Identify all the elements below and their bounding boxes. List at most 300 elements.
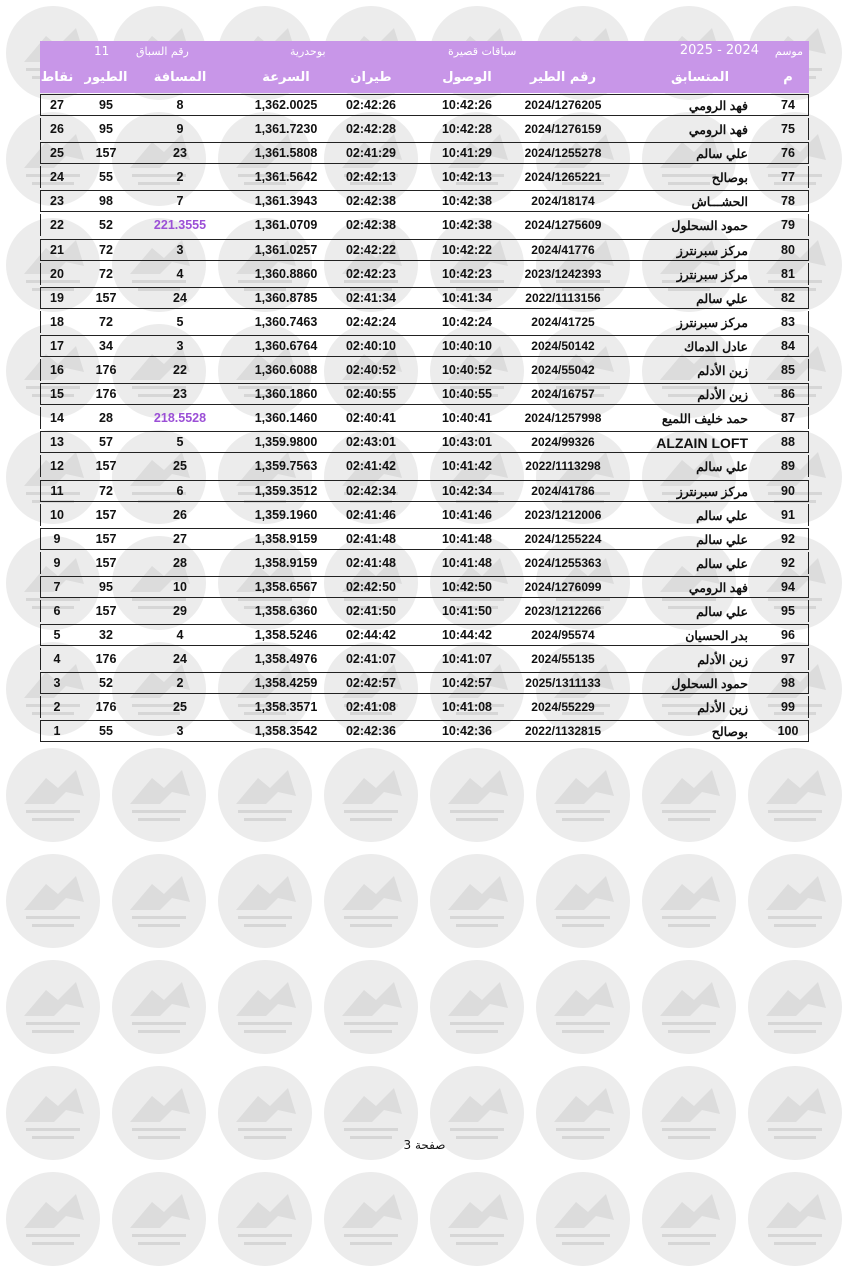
points-cell: 18 — [50, 314, 64, 329]
distance-cell: 221.3555 — [153, 218, 207, 233]
speed-cell: 1,361.5808 — [254, 146, 318, 161]
table-row — [40, 286, 809, 310]
race-type: سباقات قصيرة — [448, 45, 517, 58]
competitor-cell: علي سالم — [696, 556, 748, 571]
points-cell: 2 — [53, 700, 61, 715]
flight-time-cell: 02:42:36 — [345, 724, 397, 739]
flight-time-cell: 02:41:29 — [345, 146, 397, 161]
rank-cell: 90 — [781, 483, 795, 498]
distance-cell: 8 — [176, 98, 184, 112]
table-row — [40, 406, 809, 430]
watermark-tile — [530, 742, 636, 848]
table-row — [40, 213, 809, 237]
arrival-time-cell: 10:41:34 — [441, 290, 493, 305]
falcon-logo-icon — [536, 748, 630, 842]
distance-cell: 25 — [173, 459, 187, 474]
arrival-time-cell: 10:40:10 — [441, 338, 493, 353]
rank-cell: 80 — [781, 242, 795, 257]
points-cell: 25 — [50, 146, 64, 161]
falcon-logo-icon — [536, 854, 630, 948]
speed-cell: 1,359.3512 — [254, 483, 318, 498]
speed-cell: 1,359.9800 — [254, 435, 318, 450]
falcon-logo-icon — [112, 748, 206, 842]
falcon-logo-icon — [218, 1172, 312, 1266]
speed-cell: 1,358.6360 — [254, 603, 318, 618]
flight-time-cell: 02:42:50 — [345, 579, 397, 594]
table-row — [40, 334, 809, 358]
points-cell: 3 — [53, 676, 61, 691]
falcon-logo-icon — [536, 1172, 630, 1266]
col-speed: السرعة — [262, 70, 310, 85]
table-row — [40, 599, 809, 623]
points-cell: 7 — [53, 579, 61, 594]
competitor-cell: الحشـــاش — [691, 195, 748, 210]
arrival-time-cell: 10:41:46 — [441, 507, 493, 522]
rank-cell: 81 — [781, 266, 795, 281]
ring-number-cell: 2022/1132815 — [524, 724, 602, 739]
flight-time-cell: 02:41:08 — [345, 700, 397, 715]
race-number-label: رقم السباق — [136, 45, 189, 58]
arrival-time-cell: 10:41:42 — [441, 459, 493, 474]
falcon-logo-icon — [536, 960, 630, 1054]
competitor-cell: بوصالح — [711, 171, 748, 186]
falcon-logo-icon — [642, 854, 736, 948]
flight-time-cell: 02:41:48 — [345, 531, 397, 546]
rank-cell: 92 — [781, 531, 795, 546]
flight-time-cell: 02:41:48 — [345, 555, 397, 570]
arrival-time-cell: 10:42:38 — [441, 218, 493, 233]
birds-cell: 176 — [95, 652, 117, 667]
watermark-tile — [212, 1166, 318, 1272]
flight-time-cell: 02:41:46 — [345, 507, 397, 522]
falcon-logo-icon — [430, 748, 524, 842]
points-cell: 22 — [50, 218, 64, 233]
points-cell: 17 — [50, 338, 64, 353]
speed-cell: 1,360.1860 — [254, 387, 318, 402]
ring-number-cell: 2024/55135 — [531, 652, 595, 667]
competitor-cell: مركز سبرنترز — [676, 243, 748, 258]
birds-cell: 157 — [95, 459, 117, 474]
arrival-time-cell: 10:42:13 — [441, 170, 493, 185]
rank-cell: 84 — [781, 338, 795, 353]
table-row — [40, 358, 809, 382]
table-row — [40, 262, 809, 286]
competitor-cell: حمود السحلول — [671, 219, 748, 234]
speed-cell: 1,358.6567 — [254, 579, 318, 594]
flight-time-cell: 02:42:23 — [345, 266, 397, 281]
points-cell: 11 — [50, 483, 64, 498]
distance-cell: 4 — [176, 266, 184, 281]
col-arrival: الوصول — [442, 70, 492, 85]
arrival-time-cell: 10:42:24 — [441, 314, 493, 329]
flight-time-cell: 02:42:26 — [345, 98, 397, 112]
ring-number-cell: 2024/41786 — [531, 483, 595, 498]
falcon-logo-icon — [430, 960, 524, 1054]
speed-cell: 1,360.6088 — [254, 363, 318, 378]
flight-time-cell: 02:42:22 — [345, 242, 397, 257]
arrival-time-cell: 10:42:22 — [441, 242, 493, 257]
table-row — [40, 551, 809, 575]
ring-number-cell: 2023/1212006 — [524, 507, 602, 522]
rank-cell: 89 — [781, 459, 795, 474]
points-cell: 10 — [50, 507, 64, 522]
ring-number-cell: 2024/55229 — [531, 700, 595, 715]
competitor-cell: مركز سبرنترز — [676, 484, 748, 499]
birds-cell: 95 — [99, 98, 113, 112]
competitor-cell: بوصالح — [711, 725, 748, 740]
watermark-tile — [636, 848, 742, 954]
birds-cell: 176 — [95, 387, 117, 402]
speed-cell: 1,361.7230 — [254, 122, 318, 137]
table-body — [40, 93, 809, 744]
falcon-logo-icon — [324, 1172, 418, 1266]
table-row — [40, 93, 809, 117]
arrival-time-cell: 10:42:38 — [441, 194, 493, 209]
ring-number-cell: 2024/1255278 — [524, 146, 602, 161]
falcon-logo-icon — [6, 960, 100, 1054]
distance-cell: 23 — [173, 146, 187, 161]
arrival-time-cell: 10:41:50 — [441, 603, 493, 618]
header-band — [40, 41, 809, 93]
arrival-time-cell: 10:42:23 — [441, 266, 493, 281]
flight-time-cell: 02:40:10 — [345, 338, 397, 353]
rank-cell: 95 — [781, 603, 795, 618]
table-row — [40, 719, 809, 743]
points-cell: 24 — [50, 170, 64, 185]
speed-cell: 1,361.5642 — [254, 170, 318, 185]
arrival-time-cell: 10:42:34 — [441, 483, 493, 498]
birds-cell: 176 — [95, 363, 117, 378]
race-number: 11 — [94, 44, 110, 58]
table-row — [40, 310, 809, 334]
ring-number-cell: 2024/1276205 — [524, 98, 602, 112]
points-cell: 15 — [50, 387, 64, 402]
watermark-tile — [742, 954, 848, 1060]
arrival-time-cell: 10:42:57 — [441, 676, 493, 691]
birds-cell: 157 — [95, 603, 117, 618]
falcon-logo-icon — [218, 854, 312, 948]
ring-number-cell: 2024/50142 — [531, 338, 595, 353]
arrival-time-cell: 10:42:26 — [441, 98, 493, 112]
ring-number-cell: 2024/95574 — [531, 628, 595, 643]
distance-cell: 4 — [176, 628, 184, 643]
birds-cell: 157 — [95, 146, 117, 161]
race-location: بوحدرية — [290, 45, 326, 58]
watermark-tile — [742, 1166, 848, 1272]
falcon-logo-icon — [218, 748, 312, 842]
table-row — [40, 695, 809, 719]
table-row — [40, 189, 809, 213]
falcon-logo-icon — [6, 854, 100, 948]
watermark-tile — [106, 1166, 212, 1272]
flight-time-cell: 02:44:42 — [345, 628, 397, 643]
distance-cell: 23 — [173, 387, 187, 402]
col-num: م — [783, 70, 793, 85]
points-cell: 12 — [50, 459, 64, 474]
competitor-cell: علي سالم — [696, 147, 748, 162]
arrival-time-cell: 10:42:28 — [441, 122, 493, 137]
competitor-cell: عادل الدماك — [683, 339, 748, 354]
birds-cell: 52 — [99, 218, 113, 233]
watermark-tile — [742, 848, 848, 954]
distance-cell: 5 — [176, 435, 184, 450]
rank-cell: 82 — [781, 290, 795, 305]
flight-time-cell: 02:40:41 — [345, 411, 397, 426]
watermark-tile — [0, 742, 106, 848]
flight-time-cell: 02:42:28 — [345, 122, 397, 137]
birds-cell: 52 — [99, 676, 113, 691]
arrival-time-cell: 10:41:29 — [441, 146, 493, 161]
falcon-logo-icon — [748, 854, 842, 948]
watermark-tile — [212, 848, 318, 954]
col-points: نقاط — [40, 70, 74, 85]
header-info-row — [40, 41, 809, 63]
falcon-logo-icon — [112, 854, 206, 948]
watermark-tile — [106, 848, 212, 954]
birds-cell: 72 — [99, 483, 113, 498]
speed-cell: 1,360.7463 — [254, 314, 318, 329]
speed-cell: 1,358.4976 — [254, 652, 318, 667]
competitor-cell: علي سالم — [696, 604, 748, 619]
arrival-time-cell: 10:40:41 — [441, 411, 493, 426]
ring-number-cell: 2022/1113156 — [525, 290, 601, 305]
watermark-tile — [636, 954, 742, 1060]
ring-number-cell: 2024/41725 — [531, 314, 595, 329]
birds-cell: 72 — [99, 314, 113, 329]
ring-number-cell: 2024/18174 — [531, 194, 595, 209]
rank-cell: 100 — [777, 724, 799, 739]
competitor-cell: فهد الرومي — [688, 580, 748, 595]
watermark-tile — [424, 848, 530, 954]
flight-time-cell: 02:41:42 — [345, 459, 397, 474]
watermark-tile — [212, 954, 318, 1060]
points-cell: 16 — [50, 363, 64, 378]
distance-cell: 5 — [176, 314, 184, 329]
speed-cell: 1,360.8860 — [254, 266, 318, 281]
arrival-time-cell: 10:40:55 — [441, 387, 493, 402]
rank-cell: 74 — [781, 98, 795, 112]
birds-cell: 176 — [95, 700, 117, 715]
speed-cell: 1,359.7563 — [254, 459, 318, 474]
falcon-logo-icon — [430, 854, 524, 948]
watermark-tile — [106, 954, 212, 1060]
watermark-tile — [636, 1166, 742, 1272]
flight-time-cell: 02:42:24 — [345, 314, 397, 329]
distance-cell: 27 — [173, 531, 187, 546]
watermark-tile — [318, 1166, 424, 1272]
rank-cell: 76 — [781, 146, 795, 161]
page-number: صفحة 3 — [403, 1138, 446, 1152]
ring-number-cell: 2024/99326 — [531, 435, 595, 450]
watermark-tile — [0, 1166, 106, 1272]
points-cell: 5 — [53, 628, 61, 643]
table-row — [40, 503, 809, 527]
falcon-logo-icon — [324, 854, 418, 948]
falcon-logo-icon — [6, 748, 100, 842]
col-flight: طيران — [350, 70, 392, 85]
col-competitor: المتسابق — [670, 70, 730, 85]
season-value: 2025 - 2024 — [679, 43, 759, 58]
arrival-time-cell: 10:42:36 — [441, 724, 493, 739]
ring-number-cell: 2022/1113298 — [525, 459, 601, 474]
rank-cell: 99 — [781, 700, 795, 715]
falcon-logo-icon — [324, 748, 418, 842]
competitor-cell: علي سالم — [696, 508, 748, 523]
points-cell: 20 — [50, 266, 64, 281]
speed-cell: 1,360.8785 — [254, 290, 318, 305]
speed-cell: 1,358.3571 — [254, 700, 318, 715]
birds-cell: 72 — [99, 242, 113, 257]
falcon-logo-icon — [112, 960, 206, 1054]
rank-cell: 87 — [781, 411, 795, 426]
points-cell: 1 — [53, 724, 61, 739]
rank-cell: 86 — [781, 387, 795, 402]
birds-cell: 72 — [99, 266, 113, 281]
falcon-logo-icon — [430, 1172, 524, 1266]
flight-time-cell: 02:40:52 — [345, 363, 397, 378]
distance-cell: 24 — [173, 652, 187, 667]
flight-time-cell: 02:41:34 — [345, 290, 397, 305]
flight-time-cell: 02:42:38 — [345, 218, 397, 233]
flight-time-cell: 02:43:01 — [345, 435, 397, 450]
watermark-tile — [530, 848, 636, 954]
birds-cell: 157 — [95, 507, 117, 522]
rank-cell: 75 — [781, 122, 795, 137]
distance-cell: 3 — [176, 242, 184, 257]
table-row — [40, 479, 809, 503]
birds-cell: 57 — [99, 435, 113, 450]
competitor-cell: حمود السحلول — [671, 677, 748, 692]
table-row — [40, 647, 809, 671]
flight-time-cell: 02:41:07 — [345, 652, 397, 667]
watermark-tile — [0, 954, 106, 1060]
rank-cell: 78 — [781, 194, 795, 209]
watermark-tile — [530, 954, 636, 1060]
rank-cell: 88 — [781, 435, 795, 450]
speed-cell: 1,358.4259 — [254, 676, 318, 691]
ring-number-cell: 2024/1255224 — [524, 531, 602, 546]
arrival-time-cell: 10:41:48 — [441, 531, 493, 546]
points-cell: 26 — [50, 122, 64, 137]
watermark-tile — [424, 954, 530, 1060]
distance-cell: 28 — [173, 555, 187, 570]
birds-cell: 55 — [99, 170, 113, 185]
table-row — [40, 527, 809, 551]
distance-cell: 218.5528 — [153, 411, 207, 426]
table-row — [40, 575, 809, 599]
competitor-cell: علي سالم — [696, 460, 748, 475]
distance-cell: 6 — [176, 483, 184, 498]
watermark-tile — [424, 742, 530, 848]
falcon-logo-icon — [324, 960, 418, 1054]
falcon-logo-icon — [748, 748, 842, 842]
points-cell: 6 — [53, 603, 61, 618]
rank-cell: 83 — [781, 314, 795, 329]
birds-cell: 95 — [99, 579, 113, 594]
rank-cell: 92 — [781, 555, 795, 570]
arrival-time-cell: 10:41:48 — [441, 555, 493, 570]
arrival-time-cell: 10:41:08 — [441, 700, 493, 715]
points-cell: 23 — [50, 194, 64, 209]
watermark-tile — [318, 742, 424, 848]
watermark-tile — [530, 1166, 636, 1272]
ring-number-cell: 2024/16757 — [531, 387, 595, 402]
table-row — [40, 165, 809, 189]
speed-cell: 1,360.1460 — [254, 411, 318, 426]
flight-time-cell: 02:42:13 — [345, 170, 397, 185]
distance-cell: 2 — [176, 676, 184, 691]
competitor-cell: زين الأدلم — [697, 364, 748, 379]
speed-cell: 1,360.6764 — [254, 338, 318, 353]
competitor-cell: بدر الحسيان — [685, 629, 748, 644]
competitor-cell: علي سالم — [696, 532, 748, 547]
points-cell: 14 — [50, 411, 64, 426]
flight-time-cell: 02:42:57 — [345, 676, 397, 691]
ring-number-cell: 2025/1311133 — [525, 676, 601, 691]
points-cell: 19 — [50, 290, 64, 305]
distance-cell: 9 — [176, 122, 184, 137]
competitor-cell: حمد خليف اللميع — [661, 412, 748, 427]
distance-cell: 10 — [173, 579, 187, 594]
points-cell: 9 — [53, 531, 61, 546]
points-cell: 4 — [53, 652, 61, 667]
competitor-cell: زين الأدلم — [697, 701, 748, 716]
table-row — [40, 623, 809, 647]
birds-cell: 98 — [99, 194, 113, 209]
falcon-logo-icon — [748, 960, 842, 1054]
flight-time-cell: 02:42:34 — [345, 483, 397, 498]
ring-number-cell: 2024/1265221 — [524, 170, 602, 185]
falcon-logo-icon — [112, 1172, 206, 1266]
points-cell: 27 — [50, 98, 64, 112]
birds-cell: 55 — [99, 724, 113, 739]
flight-time-cell: 02:41:50 — [345, 603, 397, 618]
competitor-cell: مركز سبرنترز — [676, 315, 748, 330]
falcon-logo-icon — [6, 1172, 100, 1266]
distance-cell: 2 — [176, 170, 184, 185]
arrival-time-cell: 10:43:01 — [441, 435, 493, 450]
col-birds: الطيور — [84, 70, 128, 85]
birds-cell: 157 — [95, 531, 117, 546]
falcon-logo-icon — [218, 960, 312, 1054]
birds-cell: 28 — [99, 411, 113, 426]
arrival-time-cell: 10:40:52 — [441, 363, 493, 378]
distance-cell: 25 — [173, 700, 187, 715]
watermark-tile — [636, 742, 742, 848]
col-distance: المسافة — [153, 70, 207, 85]
arrival-time-cell: 10:42:50 — [441, 579, 493, 594]
ring-number-cell: 2023/1212266 — [524, 603, 602, 618]
points-cell: 13 — [50, 435, 64, 450]
birds-cell: 95 — [99, 122, 113, 137]
arrival-time-cell: 10:44:42 — [441, 628, 493, 643]
speed-cell: 1,359.1960 — [254, 507, 318, 522]
distance-cell: 24 — [173, 290, 187, 305]
column-header-row — [40, 63, 809, 93]
table-row — [40, 117, 809, 141]
season-label: موسم — [774, 45, 803, 58]
distance-cell: 22 — [173, 363, 187, 378]
competitor-cell: فهد الرومي — [688, 99, 748, 113]
rank-cell: 79 — [781, 218, 795, 233]
watermark-tile — [318, 954, 424, 1060]
falcon-logo-icon — [642, 748, 736, 842]
ring-number-cell: 2024/1276099 — [524, 579, 602, 594]
falcon-logo-icon — [642, 1172, 736, 1266]
ring-number-cell: 2024/1257998 — [524, 411, 602, 426]
table-row — [40, 141, 809, 165]
rank-cell: 97 — [781, 652, 795, 667]
